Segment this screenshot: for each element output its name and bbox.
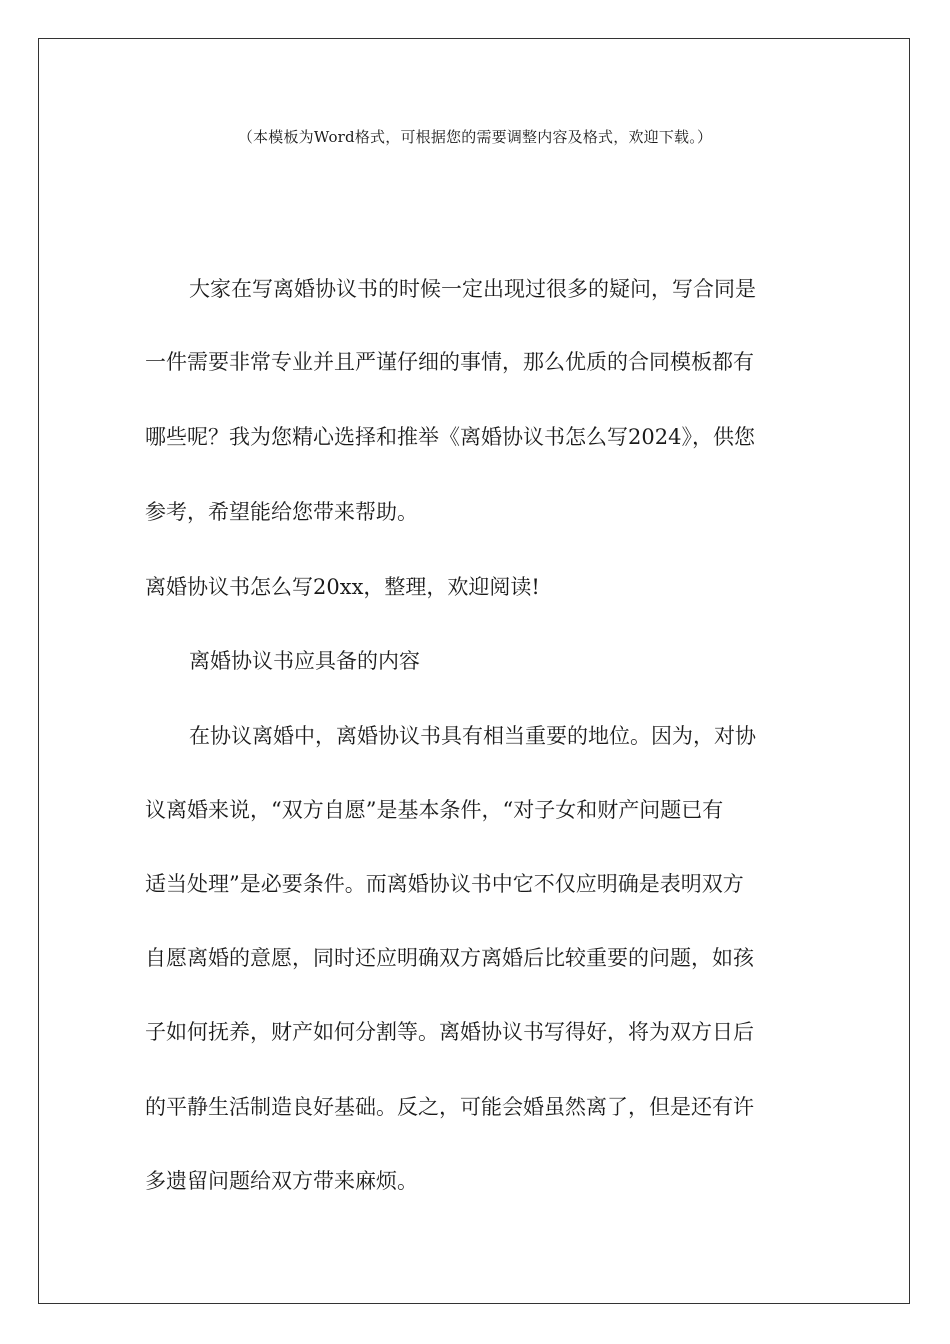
intro-line-3: 哪些呢？我为您精心选择和推举《离婚协议书怎么写2024》，供您 <box>145 425 755 449</box>
body-line-7: 多遗留问题给双方带来麻烦。 <box>145 1169 418 1193</box>
template-note: （本模板为Word格式，可根据您的需要调整内容及格式，欢迎下载。） <box>237 128 713 146</box>
body-line-4: 自愿离婚的意愿，同时还应明确双方离婚后比较重要的问题，如孩 <box>145 946 754 970</box>
body-line-6: 的平静生活制造良好基础。反之，可能会婚虽然离了，但是还有许 <box>145 1095 754 1119</box>
intro-line-4: 参考，希望能给您带来帮助。 <box>145 500 418 524</box>
body-line-5: 子如何抚养，财产如何分割等。离婚协议书写得好，将为双方日后 <box>145 1020 754 1044</box>
lead-line: 离婚协议书怎么写20xx，整理，欢迎阅读! <box>145 575 540 599</box>
intro-line-1: 大家在写离婚协议书的时候一定出现过很多的疑问，写合同是 <box>189 277 756 301</box>
intro-line-2: 一件需要非常专业并且严谨仔细的事情，那么优质的合同模板都有 <box>145 350 754 374</box>
section-heading: 离婚协议书应具备的内容 <box>189 649 420 673</box>
body-line-2: 议离婚来说，“双方自愿”是基本条件，“对子女和财产问题已有 <box>145 798 724 822</box>
body-line-3: 适当处理”是必要条件。而离婚协议书中它不仅应明确是表明双方 <box>145 872 744 896</box>
body-line-1: 在协议离婚中，离婚协议书具有相当重要的地位。因为，对协 <box>189 724 756 748</box>
